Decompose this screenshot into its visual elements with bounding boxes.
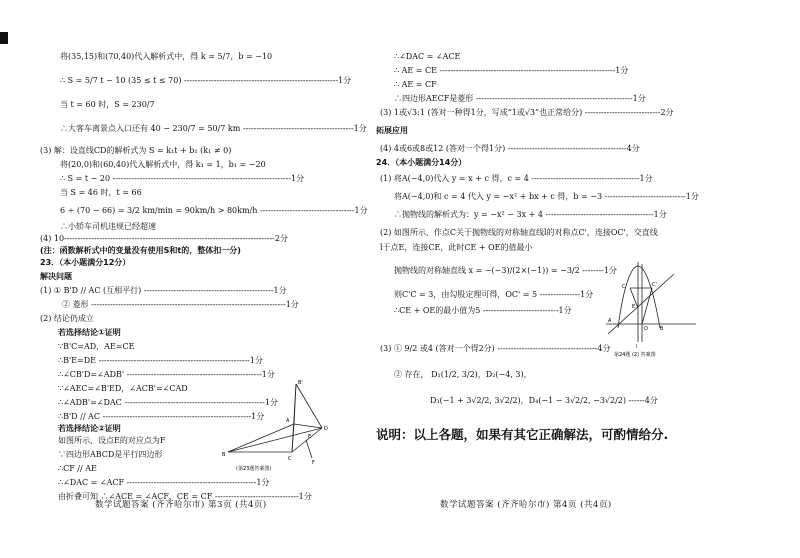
text-line: ② 存在， D₁(1/2, 3/2)，D₂(−4, 3)， <box>394 370 532 379</box>
figure-label: C' <box>652 282 657 288</box>
text-line: (3) 1或√3:1 (答对一种得1分，写成“1或√3”也正常给分) ----------------------------2分 <box>380 108 674 117</box>
text-line: 当 t = 60 时，S = 230/7 <box>60 100 155 109</box>
figure-24 <box>602 262 702 358</box>
figure-caption: 第24题 (2) 答案图 <box>614 352 656 358</box>
text-line: ∴∠CB'D=∠ADB' --------------------------------------------------1分 <box>58 370 275 379</box>
text-line: ∴ AE = CE -----------------------------------------------------------------1分 <box>394 66 629 75</box>
section-heading: 拓展应用 <box>376 126 408 135</box>
text-line: (1) 将A(−4,0)代入 y = x + c 得，c = 4 ----------------------------------------1分 <box>380 174 653 183</box>
figure-label: O <box>644 326 648 332</box>
text-line: ∴∠DAC = ∠ACF ------------------------------------------------1分 <box>58 478 270 487</box>
figure-label: C <box>622 284 626 290</box>
text-line: ∴大客车离景点入口还有 40 − 230/7 = 50/7 km -----------------------------------------1分 <box>60 124 367 133</box>
text-line: (3) 解：设直线CD的解析式为 S = k₁t + b₁ (k₁ ≠ 0) <box>40 146 232 155</box>
figure-label: A <box>286 418 290 424</box>
subheading: 若选择结论②证明 <box>58 424 121 433</box>
text-line: 抛物线的对称轴直线 x = −(−3)/(2×(−1)) = −3/2 --------1分 <box>394 266 617 275</box>
text-line: 则C'C = 3，由勾股定理可得，OC' = 5 ---------------1分 <box>394 290 594 299</box>
question-heading: 24．（本小题满分14分） <box>376 158 467 167</box>
text-line: ∵四边形ABCD是平行四边形 <box>58 450 163 459</box>
figure-label: A <box>608 318 612 324</box>
page-footer: 数学试题答案 (齐齐哈尔市) 第3页 (共4页) <box>95 500 267 510</box>
figure-label: C <box>288 456 292 462</box>
text-line: 将A(−4,0)和 c = 4 代入 y = −x² + bx + c 得，b = −3 ------------------------------1分 <box>394 192 699 201</box>
figure-label: B <box>660 326 664 332</box>
text-line: (4) 10------------------------------------------------------------------------------2分 <box>40 234 288 243</box>
text-line: ∴∠DAC = ∠ACE <box>394 52 461 61</box>
text-line: ∴四边形AECF是菱形 ----------------------------------------------------------1分 <box>394 94 646 103</box>
text-line: ∵B'C=AD，AE=CE <box>58 342 135 351</box>
figure-caption: (第23题答案图) <box>236 466 272 472</box>
text-line: ∴ AE = CF <box>394 80 437 89</box>
subheading: 若选择结论①证明 <box>58 328 121 337</box>
figure-label: l <box>636 344 638 350</box>
text-line: l于点E，连接CE，此时CE + OE的值最小 <box>380 243 533 252</box>
text-line: (3) ① 9/2 或4 (答对一个得2分) -------------------------------------4分 <box>380 344 611 353</box>
figure-label: B' <box>298 380 303 386</box>
text-line: 6 ÷ (70 − 66) = 3/2 km/min = 90km/h > 80km/h -----------------------------------1分 <box>60 206 368 215</box>
text-line: ∵∠AEC=∠B'ED，∠ACB'=∠CAD <box>58 384 188 393</box>
text-line: 当 S = 46 时，t = 66 <box>60 188 142 197</box>
text-line: ∴B'D // AC -------------------------------------------------------1分 <box>58 412 265 421</box>
text-line: ∴ S = 5/7 t − 10 (35 ≤ t ≤ 70) ---------------------------------------------------------1分 <box>60 76 352 85</box>
text-line: ∴抛物线的解析式为：y = −x² − 3x + 4 ----------------------------------------1分 <box>394 210 667 219</box>
text-line: (4) 4或6或8或12 (答对一个得1分) --------------------------------------------4分 <box>380 144 640 153</box>
text-line: ∴CE + OE的最小值为5 ----------------------------1分 <box>394 306 572 315</box>
text-line: D₃(−1 + 3√2/2, 3√2/2)，D₄(−1 − 3√2/2, −3√2/2) ------4分 <box>430 396 658 405</box>
grading-note: 说明：以上各题，如果有其它正确解法，可酌情给分. <box>376 427 669 442</box>
text-line: 将(20,0)和(60,40)代入解析式中，得 k₁ = 1，b₁ = −20 <box>60 160 266 169</box>
note-line: (注：函数解析式中的变量没有使用S和t的，整体扣一分) <box>40 246 241 255</box>
text-line: ∴小轿车司机违规已经超速 <box>60 222 156 231</box>
page-footer: 数学试题答案 (齐齐哈尔市) 第4页 (共4页) <box>440 500 612 510</box>
figure-label: F <box>312 460 315 466</box>
right-page <box>376 0 800 558</box>
figure-label: E <box>632 304 636 310</box>
text-line: 由折叠可知 ∴∠ACE = ∠ACF，CE = CF -------------------------------1分 <box>58 492 312 501</box>
text-line: (1) ① B'D // AC (互相平行) ------------------------------------------------1分 <box>40 286 287 295</box>
figure-label: D <box>324 426 328 432</box>
text-line: ∴∠ADB'=∠DAC ----------------------------------------------------1分 <box>58 398 278 407</box>
text-line: ② 菱形 ------------------------------------------------------------------------1分 <box>62 300 299 309</box>
figure-label: B <box>222 452 226 458</box>
text-line: ∴ S = t − 20 ------------------------------------------------------------------1分 <box>60 174 305 183</box>
figure-23 <box>222 378 342 473</box>
text-line: 将(35,15)和(70,40)代入解析式中，得 k = 5/7，b = −10 <box>60 52 273 61</box>
question-heading: 23．（本小题满分12分） <box>40 258 131 267</box>
text-line: ∴CF // AE <box>58 464 97 473</box>
text-line: ∴B'E=DE --------------------------------------------------------1分 <box>58 356 263 365</box>
figure-label: E <box>308 434 312 440</box>
text-line: (2) 结论仍成立 <box>40 314 94 323</box>
section-heading: 解决问题 <box>40 272 72 281</box>
text-line: 如图所示，设点E的对应点为F <box>58 436 166 445</box>
text-line: (2) 如图所示，作点C关于抛物线的对称轴直线l的对称点C'，连接OC'，交直线 <box>380 228 658 237</box>
